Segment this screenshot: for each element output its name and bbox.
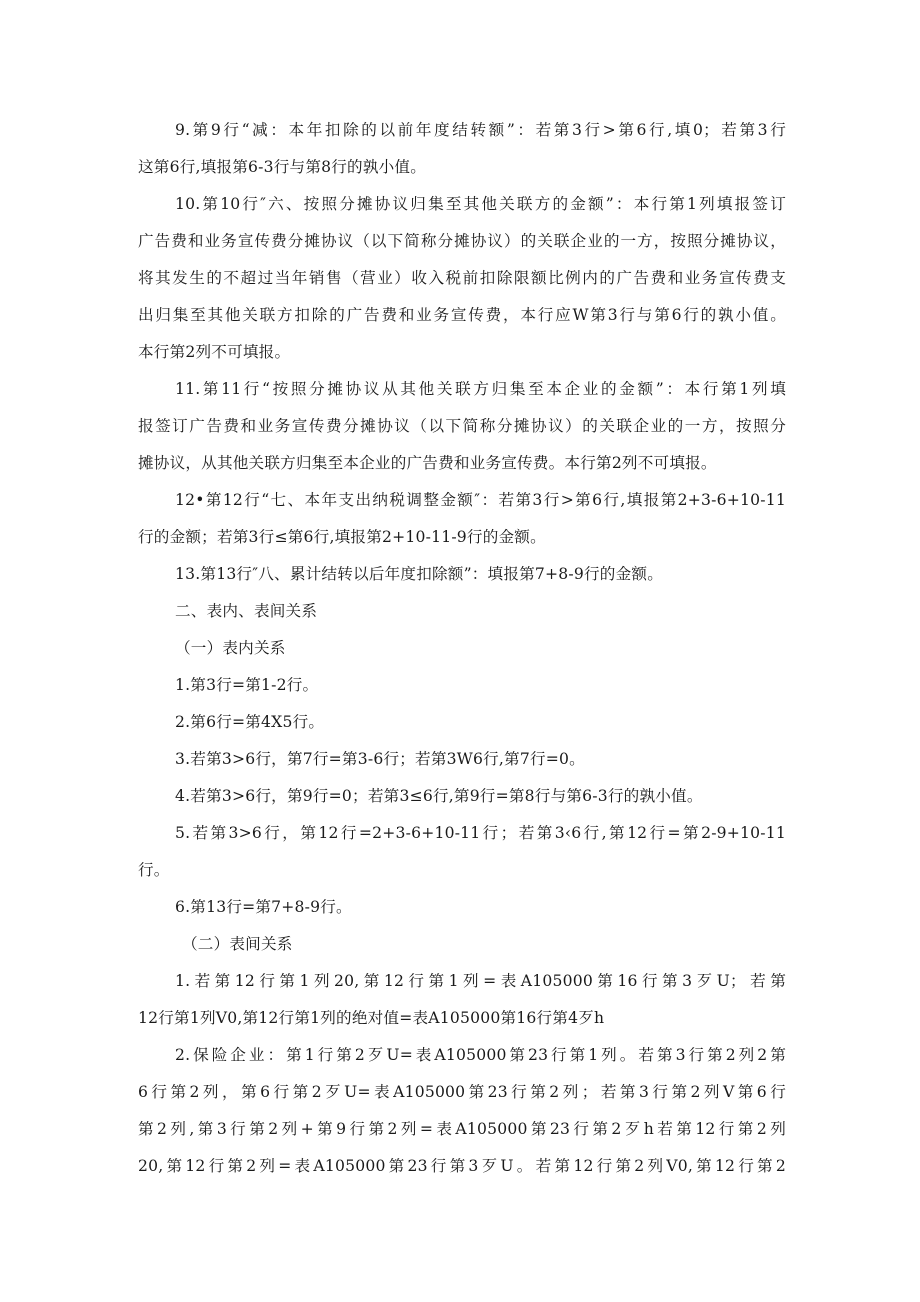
section-heading: 二、表内、表间关系 [175,602,318,620]
text-line: 4.若第3>6行，第9行=0；若第3≤6行,第9行=第8行与第6-3行的孰小值。 [175,787,703,805]
text-line: 这第6行,填报第6-3行与第8行的孰小值。 [138,158,427,176]
text-line: 2.保险企业：第1行第2歹U=表A105000第23行第1列。若第3行第2列2第 [175,1046,786,1064]
text-line: 行。 [138,861,170,879]
text-line: 5.若第3>6行，第12行=2+3-6+10-11行；若第3‹6行,第12行=第2-9+10-11 [175,824,786,842]
text-line: 10.第10行″六、按照分摊协议归集至其他关联方的金额”：本行第1列填报签订 [175,195,786,213]
text-line: 9.第9行“减：本年扣除的以前年度结转额”：若第3行>第6行,填0；若第3行 [175,121,786,139]
text-line: 1.第3行=第1-2行。 [175,676,319,694]
text-line: 12•第12行“七、本年支出纳税调整金额″：若第3行>第6行,填报第2+3-6+10-11 [175,491,786,509]
text-line: 6行第2列，第6行第2歹U=表A105000第23行第2列；若第3行第2列V第6行 [138,1083,786,1101]
subsection-heading: （二）表间关系 [182,935,293,953]
text-line: 行的金额；若第3行≤第6行,填报第2+10-11-9行的金额。 [138,528,546,546]
text-line: 12行第1列V0,第12行第1列的绝对值=表A105000第16行第4歹h [138,1009,605,1027]
text-line: 6.第13行=第7+8-9行。 [175,898,352,916]
text-line: 13.第13行″八、累计结转以后年度扣除额”：填报第7+8-9行的金额。 [175,565,663,583]
text-line: 20,第12行第2列=表A105000第23行第3歹U。若第12行第2列V0,第12行第2 [138,1157,786,1175]
text-line: 本行第2列不可填报。 [138,343,291,361]
text-line: 3.若第3>6行，第7行=第3-6行；若第3W6行,第7行=0。 [175,750,585,768]
text-line: 将其发生的不超过当年销售（营业）收入税前扣除限额比例内的广告费和业务宣传费支 [138,269,786,287]
text-line: 第2列,第3行第2列+第9行第2列=表A105000第23行第2歹h若第12行第2列 [138,1120,786,1138]
text-line: 出归集至其他关联方扣除的广告费和业务宣传费，本行应W第3行与第6行的孰小值。 [138,306,786,324]
text-line: 11.第11行“按照分摊协议从其他关联方归集至本企业的金额”：本行第1列填 [175,380,786,398]
text-line: 2.第6行=第4X5行。 [175,713,325,731]
text-line: 1.若第12行第1列20,第12行第1列=表A105000第16行第3歹U；若第 [175,972,786,990]
text-line: 摊协议，从其他关联方归集至本企业的广告费和业务宣传费。本行第2列不可填报。 [138,454,717,472]
text-line: 广告费和业务宣传费分摊协议（以下简称分摊协议）的关联企业的一方，按照分摊协议， [138,232,786,250]
text-line: 报签订广告费和业务宣传费分摊协议（以下简称分摊协议）的关联企业的一方，按照分 [138,417,786,435]
subsection-heading: （一）表内关系 [175,639,286,657]
